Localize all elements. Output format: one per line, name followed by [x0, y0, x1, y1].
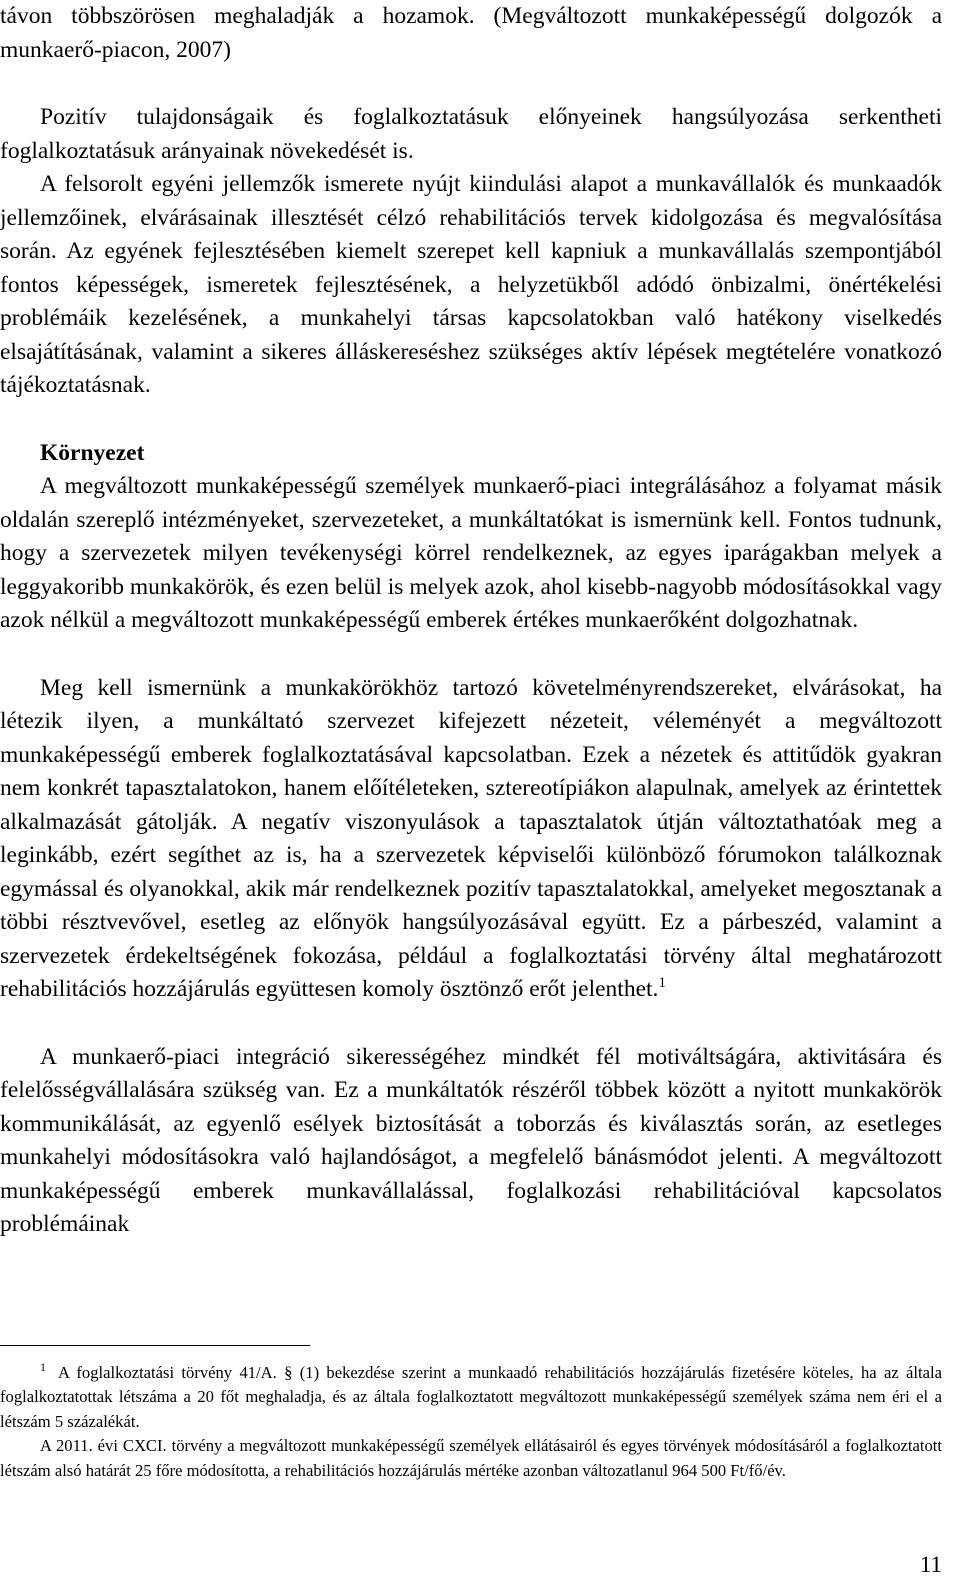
paragraph-gap	[0, 1007, 942, 1041]
paragraph-requirements-text: Meg kell ismernünk a munkakörökhöz tartozó követelményrendszereket, elvárásokat, ha létezik ilyen, a munkáltató szervezet kifejezett nézeteit, véleményét a megváltozott munkaképességű emberek foglalkoztatásával kapcsolatban. Ezek a nézetek és attitűdök gyakran nem konkrét tapasztalatokon, hanem előítéleteken, sztereotípiákon alapulnak, amelyek az érintettek alkalmazását gátolják. A negatív viszonyulások a tapasztalatok útján változtathatóak meg a leginkább, ezért segíthet az is, ha a szervezetek képviselői különböző fórumokon találkoznak egymással és olyanokkal, akik már rendelkeznek pozitív tapasztalatokkal, amelyeket megosztanak a többi résztvevővel, esetleg az előnyök hangsúlyozásával együtt. Ez a párbeszéd, valamint a szervezetek érdekeltségének fokozása, például a foglalkoztatási törvény által meghatározott rehabilitációs hozzájárulás együttesen komoly ösztönző erőt jelenthet.	[0, 674, 942, 1002]
paragraph-continuation: távon többszörösen meghaladják a hozamok. (Megváltozott munkaképességű dolgozók a munkaerő-piacon, 2007)	[0, 3, 942, 63]
paragraph-gap	[0, 638, 942, 672]
footnote-1-text: A foglalkoztatási törvény 41/A. § (1) bekezdése szerint a munkaadó rehabilitációs hozzájárulás fizetésére köteles, ha az általa foglalkoztatottak létszáma a 20 főt meghaladja, és az általa foglalkoztatott megváltozott munkaképességű személyek száma nem éri el a létszám 5 százalékát.	[0, 1363, 942, 1431]
footnote-1-continuation: A 2011. évi CXCI. törvény a megváltozott munkaképességű személyek ellátásairól és egyes törvények módosításáról a foglalkoztatott létszám alsó határát 25 főre módosította, a rehabilitációs hozzájárulás mértéke azonban változatlanul 964 500 Ft/fő/év.	[0, 1436, 942, 1480]
paragraph-integration: A munkaerő-piaci integráció sikerességéhez mindkét fél motiváltságára, aktivitására és felelősségvállalására szükség van. Ez a munkáltatók részéről többek között a nyitott munkakörök kommunikálását, az egyenlő esélyek biztosítását a toborzás és kiválasztás során, az esetleges munkahelyi módosításokra való hajlandóságot, a megfelelő bánásmódot jelenti. A megváltozott munkaképességű emberek munkavállalással, foglalkozási rehabilitációval kapcsolatos problémáinak	[0, 1043, 942, 1237]
paragraph-gap	[0, 67, 942, 101]
footnote-reference: 1	[658, 975, 666, 992]
paragraph-positive-traits: Pozitív tulajdonságaik és foglalkoztatásuk előnyeinek hangsúlyozása serkentheti foglalkoztatásuk arányainak növekedését is.	[0, 104, 942, 164]
paragraph-gap	[0, 403, 942, 437]
page-number: 11	[919, 1552, 942, 1577]
paragraph-individual-traits: A felsorolt egyéni jellemzők ismerete nyújt kiindulási alapot a munkavállalók és munkaadók jellemzőinek, elvárásainak illesztését célzó rehabilitációs tervek kidolgozása és megvalósítása során. Az egyének fejlesztésében kiemelt szerepet kell kapniuk a munkavállalás szempontjából fontos képességek, ismeretek fejlesztésének, a helyzetükből adódó önbizalmi, önértékelési problémáik kezelésének, a munkahelyi társas kapcsolatokban való hatékony viselkedés elsajátításának, valamint a sikeres álláskereséshez szükséges aktív lépések megtételére vonatkozó tájékoztatásnak.	[0, 171, 942, 398]
footnote-number: 1	[40, 1360, 46, 1375]
footnote-1	[0, 1361, 942, 1434]
paragraph-requirements	[0, 672, 942, 1007]
footnote-separator	[0, 1345, 310, 1346]
section-heading: Környezet	[40, 439, 145, 466]
footnotes	[0, 1361, 942, 1483]
paragraph-environment: A megváltozott munkaképességű személyek munkaerő-piaci integrálásához a folyamat másik oldalán szereplő intézményeket, szervezeteket, a munkáltatókat is ismernünk kell. Fontos tudnunk, hogy a szervezetek milyen tevékenységi körrel rendelkeznek, az egyes iparágakban melyek a leggyakoribb munkakörök, és ezen belül is melyek azok, ahol kisebb-nagyobb módosításokkal vagy azok nélkül a megváltozott munkaképességű emberek értékes munkaerőként dolgozhatnak.	[0, 473, 942, 633]
